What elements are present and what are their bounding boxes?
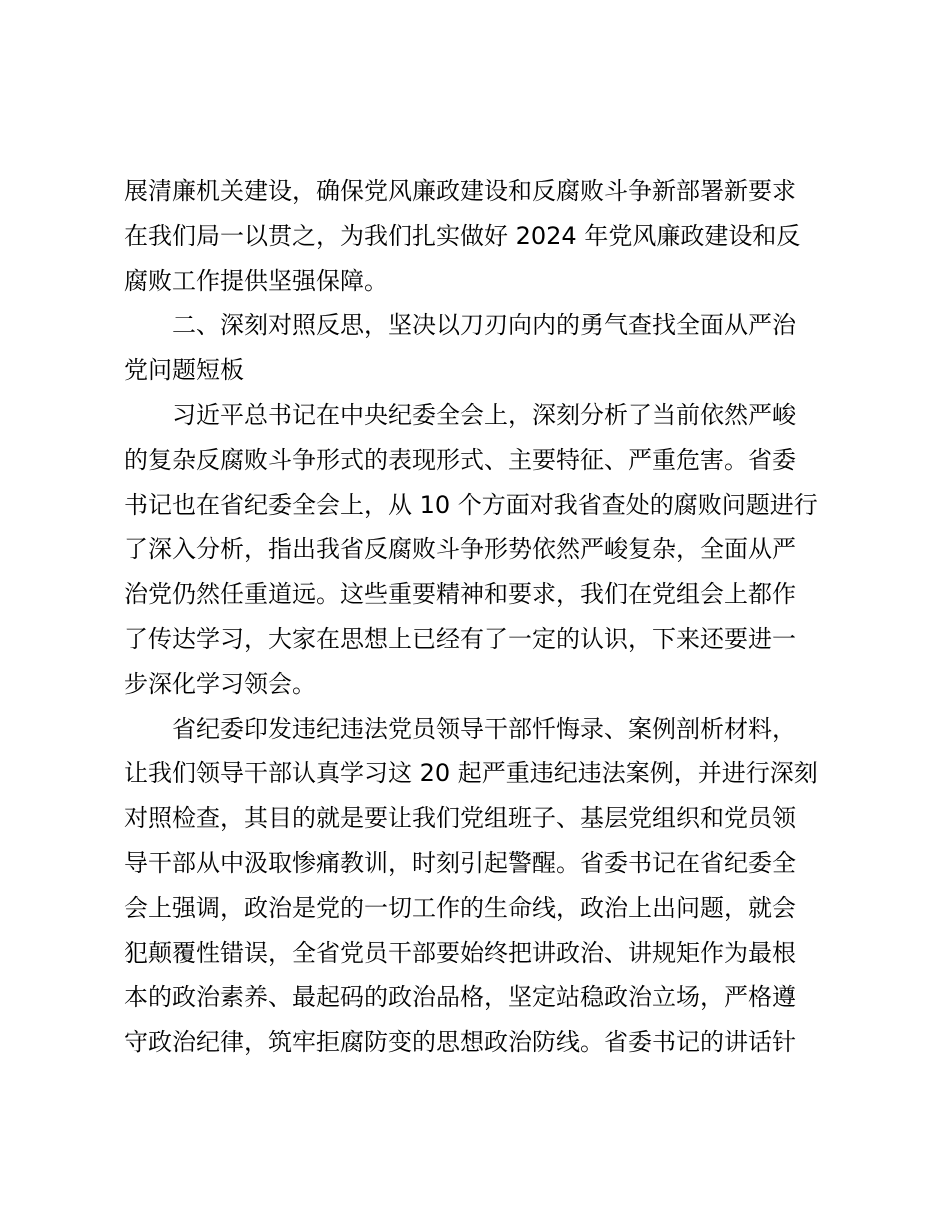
text-line: 本的政治素养、最起码的政治品格，坚定站稳政治立场，严格遵 [124,983,796,1012]
section-heading-line: 二、深刻对照反思，坚决以刀刃向内的勇气查找全面从严治 [172,311,796,340]
text-line: 会上强调，政治是党的一切工作的生命线，政治上出问题，就会 [124,893,796,922]
text-line: 展清廉机关建设，确保党风廉政建设和反腐败斗争新部署新要求 [124,177,796,205]
text-line: 在我们局一以贯之，为我们扎实做好 2024 年党风廉政建设和反 [124,221,801,250]
text-line: 步深化学习领会。 [124,669,316,698]
text-line: 了传达学习，大家在思想上已经有了一定的认识，下来还要进一 [124,624,796,653]
text-line: 的复杂反腐败斗争形式的表现形式、主要特征、严重危害。省委 [124,445,796,474]
text-line: 书记也在省纪委全会上，从 10 个方面对我省查处的腐败问题进行 [124,490,818,519]
text-line: 了深入分析，指出我省反腐败斗争形势依然严峻复杂，全面从严 [124,535,796,564]
section-heading-line: 党问题短板 [124,356,244,385]
text-line: 对照检查，其目的就是要让我们党组班子、基层党组织和党员领 [124,804,796,833]
text-line: 犯颠覆性错误，全省党员干部要始终把讲政治、讲规矩作为最根 [124,938,796,967]
text-line: 治党仍然任重道远。这些重要精神和要求，我们在党组会上都作 [124,580,796,609]
text-line: 省纪委印发违纪违法党员领导干部忏悔录、案例剖析材料， [172,714,796,743]
text-line: 习近平总书记在中央纪委全会上，深刻分析了当前依然严峻 [172,400,796,429]
text-line: 腐败工作提供坚强保障。 [124,266,388,295]
body-text [124,169,844,1065]
text-line: 守政治纪律，筑牢拒腐防变的思想政治防线。省委书记的讲话针 [124,1028,796,1057]
text-line: 让我们领导干部认真学习这 20 起严重违纪违法案例，并进行深刻 [124,759,818,788]
text-line: 导干部从中汲取惨痛教训，时刻引起警醒。省委书记在省纪委全 [124,848,796,877]
